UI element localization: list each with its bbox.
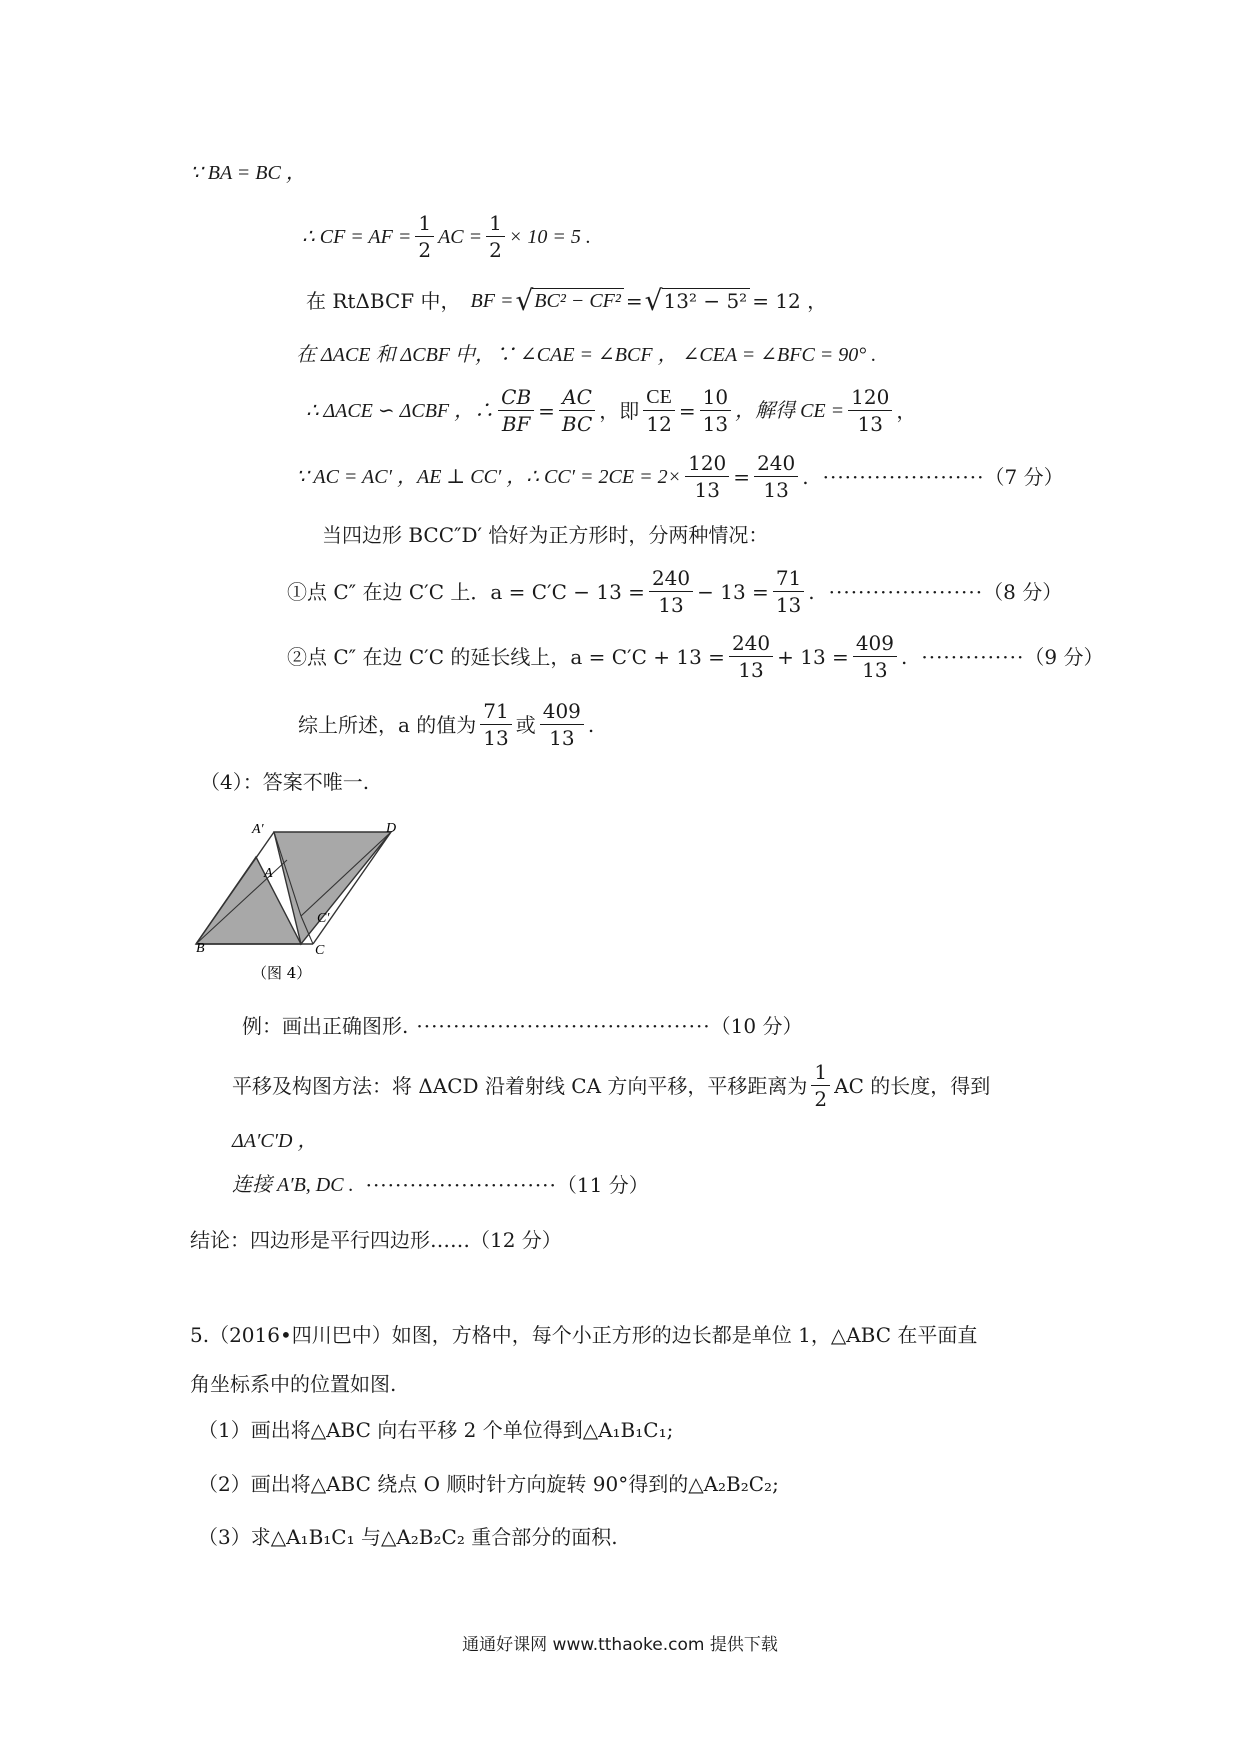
score: （9 分）	[1024, 644, 1104, 669]
fraction-120-13: $\frac{120}{13}$	[685, 453, 729, 500]
text: BF =	[470, 290, 514, 312]
text: =	[625, 289, 643, 313]
score: （10 分）	[710, 1014, 803, 1038]
line-8	[287, 568, 1062, 615]
text: ，解得 CE =	[735, 399, 845, 422]
line-11	[200, 772, 369, 792]
question-5-part-1	[198, 1420, 673, 1440]
fraction-71-13: $\frac{71}{13}$	[773, 568, 804, 615]
text: ，即	[599, 398, 640, 423]
fraction-409-13: $\frac{409}{13}$	[540, 701, 584, 748]
label-a: A	[264, 866, 273, 881]
line-14	[232, 1131, 318, 1151]
line-9	[287, 633, 1103, 680]
fraction-ce-12: $\frac{CE}{12}$	[643, 387, 675, 434]
label-b: B	[196, 941, 205, 956]
fraction-240-13: $\frac{240}{13}$	[649, 568, 693, 615]
fraction-10-13: $\frac{10}{13}$	[700, 387, 731, 434]
line-13	[232, 1062, 990, 1109]
text: .	[587, 712, 595, 737]
line-7	[322, 525, 768, 545]
figure-caption: （图 4）	[252, 964, 312, 982]
text: .	[808, 579, 815, 604]
text: ∴ ΔACE ∽ ΔCBF ，∴	[306, 399, 495, 422]
fraction-71-13: $\frac{71}{13}$	[480, 701, 511, 748]
fraction-240-13: $\frac{240}{13}$	[729, 633, 773, 680]
fraction-half: $\frac{1}{2}$	[811, 1062, 830, 1109]
label-c-prime: C′	[317, 911, 330, 926]
text: ②点 C″ 在边 C′C 的延长线上，a = C′C + 13 =	[287, 644, 725, 669]
text: = 12 ，	[752, 289, 828, 313]
text: AC =	[438, 225, 483, 248]
leader-dots: ······················	[822, 464, 985, 489]
score: （8 分）	[983, 579, 1063, 604]
line-10	[298, 701, 594, 748]
score: （7 分）	[984, 464, 1064, 489]
text: .	[802, 464, 809, 489]
text: =	[733, 464, 751, 489]
leader-dots: ··························	[365, 1173, 557, 1197]
text: ∵ AC = AC′ ，AE ⊥ CC′ ，∴ CC′ = 2CE = 2×	[296, 465, 682, 488]
text: （2）画出将△ABC 绕点 O 顺时针方向旋转 90°得到的△A₂B₂C₂;	[198, 1472, 779, 1496]
text: =	[538, 398, 555, 423]
text: ∵ BA = BC ，	[190, 162, 306, 184]
question-5-line-1	[190, 1325, 977, 1345]
line-1	[190, 163, 306, 183]
text: 平移及构图方法：将 ΔACD 沿着射线 CA 方向平移，平移距离为	[232, 1073, 808, 1098]
score: （11 分）	[556, 1173, 649, 1197]
text: .	[901, 644, 908, 669]
line-2	[302, 213, 591, 260]
fraction-120-13: $\frac{120}{13}$	[848, 387, 892, 434]
text: ΔA′C′D ，	[232, 1130, 318, 1152]
text: 5.（2016•四川巴中）如图，方格中，每个小正方形的边长都是单位 1，△ABC 在平面直	[190, 1323, 978, 1347]
text: − 13 =	[697, 579, 769, 604]
fraction-ac-bc: $\frac{AC}{BC}$	[559, 387, 595, 434]
text: 连接 A′B, DC .	[232, 1174, 354, 1196]
line-5	[306, 387, 916, 434]
leader-dots: ·····················	[828, 579, 984, 604]
text: ①点 C″ 在边 C′C 上．a = C′C − 13 =	[287, 579, 645, 604]
text: （1）画出将△ABC 向右平移 2 个单位得到△A₁B₁C₁;	[198, 1418, 674, 1442]
text: AC 的长度，得到	[834, 1073, 991, 1098]
fraction-240-13: $\frac{240}{13}$	[754, 453, 798, 500]
text: 当四边形 BCC″D′ 恰好为正方形时，分两种情况：	[322, 523, 769, 547]
text: ，	[896, 398, 917, 423]
label-c: C	[315, 943, 325, 958]
fraction-cb-bf: $\frac{CB}{BF}$	[498, 387, 534, 434]
sqrt-expression: √ 13² − 5²	[645, 288, 751, 314]
fraction-409-13: $\frac{409}{13}$	[853, 633, 897, 680]
text: 结论：四边形是平行四边形……（12 分）	[190, 1228, 562, 1252]
text: 角坐标系中的位置如图.	[190, 1372, 397, 1396]
line-12	[242, 1016, 802, 1036]
question-5-part-2	[198, 1474, 779, 1494]
leader-dots: ········································	[416, 1014, 711, 1038]
line-6	[296, 453, 1064, 500]
line-16	[190, 1230, 562, 1250]
sqrt-expression: √ BC² − CF²	[515, 288, 623, 314]
fraction-half: $\frac{1}{2}$	[486, 213, 505, 260]
text: ∴ CF = AF =	[302, 225, 412, 248]
line-4	[296, 345, 876, 365]
leader-dots: ··············	[921, 644, 1025, 669]
question-5-line-2	[190, 1374, 396, 1394]
line-3	[306, 284, 828, 317]
question-5-part-3	[198, 1527, 618, 1547]
text: × 10 = 5 .	[508, 225, 591, 248]
fraction-half: $\frac{1}{2}$	[415, 213, 434, 260]
text: 在 RtΔBCF 中，	[306, 289, 461, 313]
figure-4	[194, 816, 397, 996]
line-15	[232, 1175, 649, 1195]
text: 例：画出正确图形.	[242, 1014, 409, 1038]
text: =	[678, 398, 696, 423]
text: 在 ΔACE 和 ΔCBF 中，∵ ∠CAE = ∠BCF ， ∠CEA = ∠BFC = 90° .	[296, 344, 877, 366]
text: 综上所述，a 的值为	[298, 712, 477, 737]
text: 或	[515, 712, 536, 737]
label-a-prime: A′	[252, 822, 264, 837]
text: + 13 =	[777, 644, 849, 669]
label-d: D	[386, 821, 397, 836]
page-footer: 通通好课网 www.tthaoke.com 提供下载	[462, 1635, 778, 1655]
text: （4）：答案不唯一.	[200, 770, 370, 794]
text: （3）求△A₁B₁C₁ 与△A₂B₂C₂ 重合部分的面积.	[198, 1525, 618, 1549]
